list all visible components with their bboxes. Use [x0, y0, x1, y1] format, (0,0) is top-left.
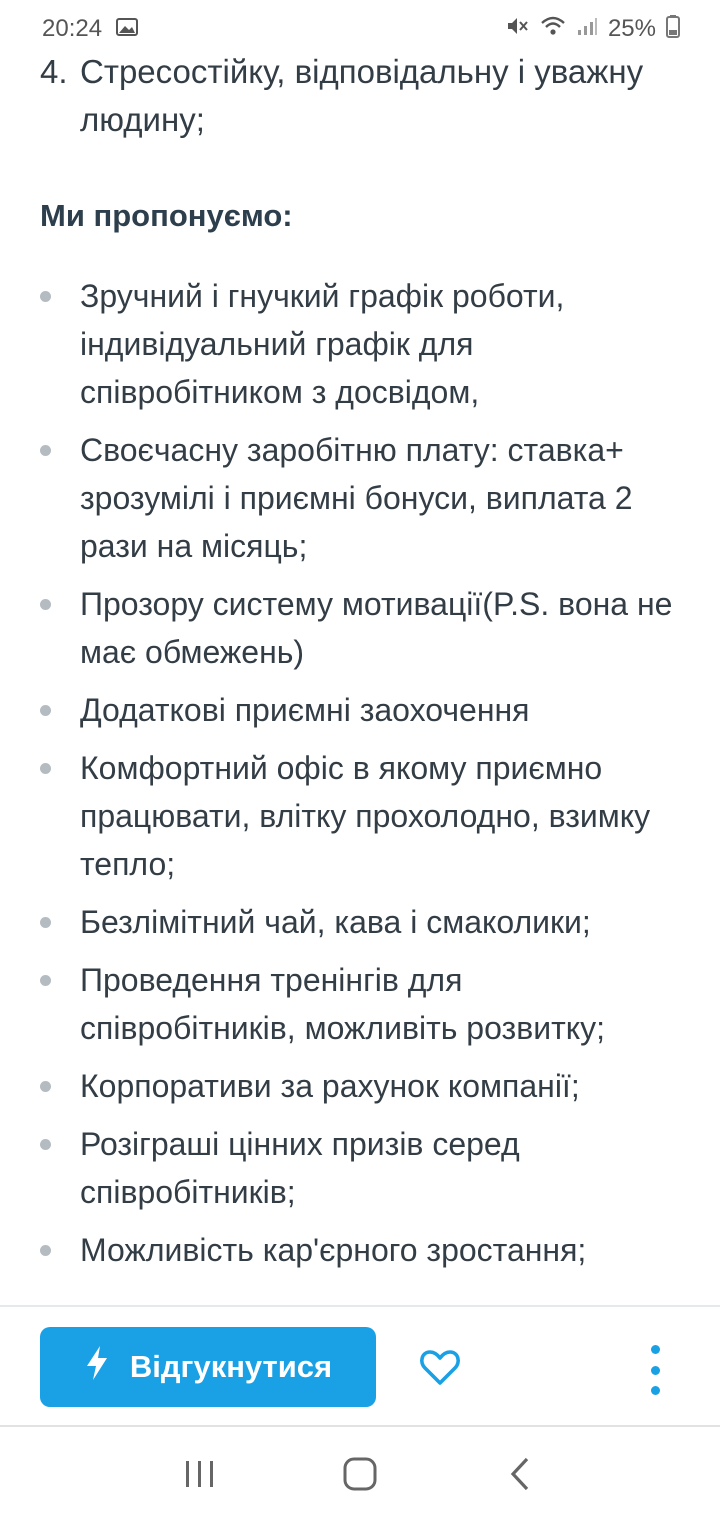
back-button[interactable] — [490, 1444, 550, 1504]
list-item-text: Можливість кар'єрного зростання; — [80, 1232, 587, 1268]
bullet — [40, 1226, 80, 1274]
system-nav-bar — [0, 1425, 720, 1520]
bullet — [40, 580, 80, 676]
list-item — [40, 744, 684, 888]
battery-icon — [666, 14, 680, 45]
battery-percent: 25% — [607, 15, 656, 42]
bullet — [40, 272, 80, 416]
status-left — [42, 15, 138, 43]
requirement-number: 4. — [40, 53, 68, 90]
back-icon — [508, 1456, 532, 1492]
apply-button-label: Відгукнутися — [129, 1349, 333, 1384]
bullet — [40, 1120, 80, 1216]
status-right — [506, 14, 680, 45]
list-item-text: Своєчасну заробітню плату: ставка+ зрозумілі і приємні бонуси, виплата 2 рази на місяць; — [80, 432, 633, 564]
image-icon — [116, 15, 138, 43]
list-item — [40, 1226, 684, 1274]
list-item-text: Прозору систему мотивації(P.S. вона не має обмежень) — [80, 586, 673, 670]
recent-apps-button[interactable] — [170, 1444, 230, 1504]
list-item-text: Корпоративи за рахунок компанії; — [80, 1068, 580, 1104]
list-item-text: Зручний і гнучкий графік роботи, індивідуальний графік для співробітником з досвідом, — [80, 278, 565, 410]
list-item-text: Розіграші цінних призів серед співробітників; — [80, 1126, 520, 1210]
apply-button[interactable] — [40, 1327, 376, 1407]
requirement-item — [40, 48, 684, 144]
status-time: 20:24 — [42, 15, 103, 42]
list-item — [40, 1120, 684, 1216]
wifi-icon — [540, 15, 566, 44]
more-options-button[interactable] — [640, 1345, 670, 1395]
bullet — [40, 956, 80, 1052]
list-item — [40, 898, 684, 946]
bullet — [40, 898, 80, 946]
bullet — [40, 1062, 80, 1110]
list-item-text: Додаткові приємні заохочення — [80, 692, 530, 728]
more-dot — [651, 1366, 660, 1375]
vacancy-description — [0, 48, 720, 1284]
bullet — [40, 426, 80, 570]
list-item — [40, 580, 684, 676]
offer-list — [40, 272, 684, 1274]
heart-icon — [418, 1345, 462, 1389]
recent-apps-icon — [183, 1458, 217, 1490]
list-item — [40, 272, 684, 416]
signal-icon — [576, 15, 598, 44]
favorite-button[interactable] — [418, 1345, 462, 1389]
offer-heading: Ми пропонуємо: — [40, 198, 293, 233]
list-item — [40, 686, 684, 734]
home-icon — [342, 1456, 378, 1492]
list-item-text: Безлімітний чай, кава і смаколики; — [80, 904, 591, 940]
list-item — [40, 956, 684, 1052]
bullet — [40, 744, 80, 888]
action-bar — [0, 1307, 720, 1425]
lightning-icon — [84, 1345, 110, 1389]
mute-icon — [506, 15, 530, 44]
list-item-text: Комфортний офіс в якому приємно працювати, влітку прохолодно, взимку тепло; — [80, 750, 651, 882]
list-item-text: Проведення тренінгів для співробітників, можливіть розвитку; — [80, 962, 605, 1046]
requirement-text: Стресостійку, відповідальну і уважну людину; — [80, 53, 644, 138]
list-item — [40, 426, 684, 570]
bullet — [40, 686, 80, 734]
list-item — [40, 1062, 684, 1110]
more-dot — [651, 1345, 660, 1354]
home-button[interactable] — [330, 1444, 390, 1504]
more-dot — [651, 1386, 660, 1395]
